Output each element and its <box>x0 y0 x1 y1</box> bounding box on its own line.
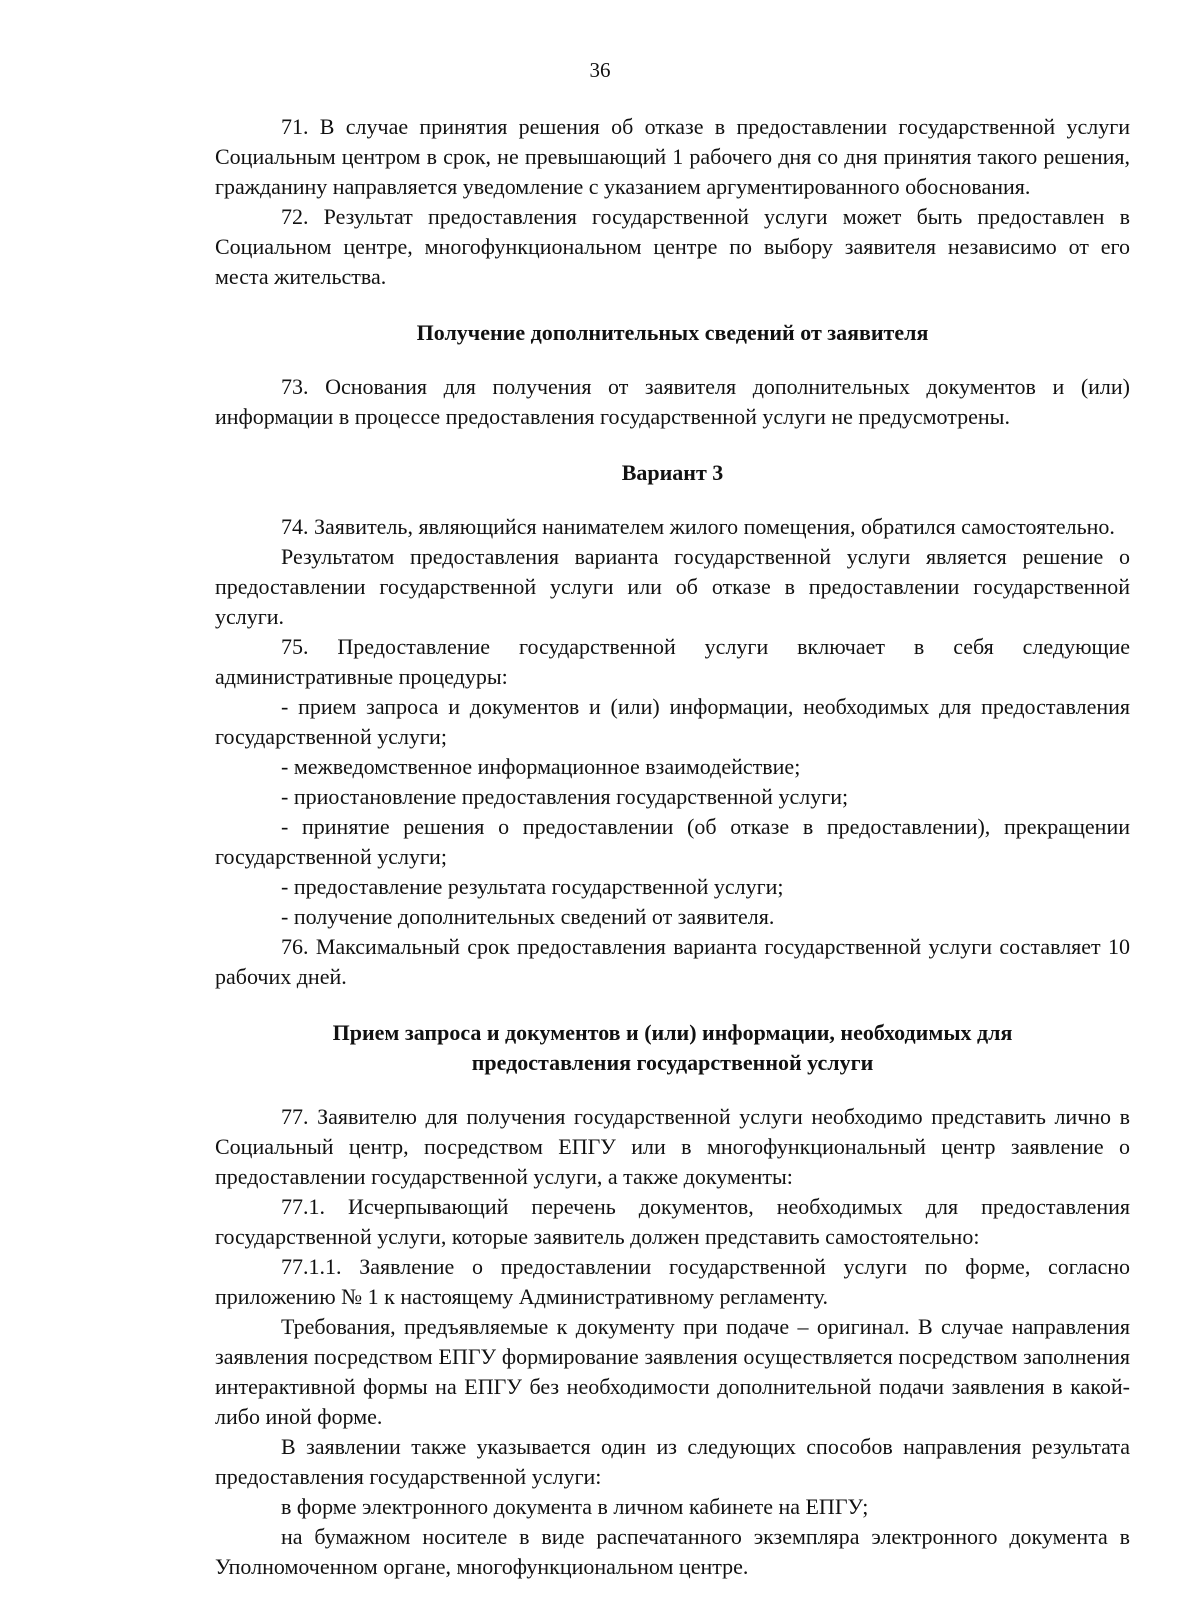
procedure-item: - прием запроса и документов и (или) информации, необходимых для предоставления государственной услуги; <box>215 694 1130 749</box>
paragraph-75: 75. Предоставление государственной услуги включает в себя следующие административные процедуры: <box>215 634 1130 689</box>
section-heading-variant-3: Вариант 3 <box>621 460 724 485</box>
paragraph-requirements: Требования, предъявляемые к документу при подаче – оригинал. В случае направления заявления посредством ЕПГУ формирование заявления осуществляется посредством заполнения интерактивной формы на ЕПГУ без необходимости дополнительной подачи заявления в какой-либо иной форме. <box>215 1314 1130 1429</box>
procedure-item: - принятие решения о предоставлении (об отказе в предоставлении), прекращении государственной услуги; <box>215 814 1130 869</box>
delivery-method-item: на бумажном носителе в виде распечатанного экземпляра электронного документа в Уполномоченном органе, многофункциональном центре. <box>215 1524 1130 1579</box>
paragraph-73: 73. Основания для получения от заявителя дополнительных документов и (или) информации в процессе предоставления государственной услуги не предусмотрены. <box>215 374 1130 429</box>
paragraph-71: 71. В случае принятия решения об отказе в предоставлении государственной услуги Социальным центром в срок, не превышающий 1 рабочего дня со дня принятия такого решения, гражданину направляется уведомление с указанием аргументированного обоснования. <box>215 114 1130 199</box>
paragraph-delivery-methods: В заявлении также указывается один из следующих способов направления результата предоставления государственной услуги: <box>215 1434 1130 1489</box>
paragraph-77: 77. Заявителю для получения государственной услуги необходимо представить лично в Социальный центр, посредством ЕПГУ или в многофункциональный центр заявление о предоставлении государственной услуги, а также документы: <box>215 1104 1130 1189</box>
page-number: 36 <box>589 58 611 82</box>
paragraph-76: 76. Максимальный срок предоставления варианта государственной услуги составляет 10 рабочих дней. <box>215 934 1130 989</box>
procedure-item: - приостановление предоставления государственной услуги; <box>281 784 849 809</box>
procedure-item: - получение дополнительных сведений от заявителя. <box>281 904 775 929</box>
paragraph-77-1-1: 77.1.1. Заявление о предоставлении государственной услуги по форме, согласно приложению № 1 к настоящему Административному регламенту. <box>215 1254 1130 1309</box>
paragraph-74-result: Результатом предоставления варианта государственной услуги является решение о предоставлении государственной услуги или об отказе в предоставлении государственной услуги. <box>215 544 1130 629</box>
section-heading-additional-info: Получение дополнительных сведений от заявителя <box>416 320 929 345</box>
procedure-item: - предоставление результата государственной услуги; <box>281 874 784 899</box>
paragraph-72: 72. Результат предоставления государственной услуги может быть предоставлен в Социальном центре, многофункциональном центре по выбору заявителя независимо от его места жительства. <box>215 204 1130 289</box>
delivery-method-item: в форме электронного документа в личном кабинете на ЕПГУ; <box>281 1494 869 1519</box>
procedure-item: - межведомственное информационное взаимодействие; <box>281 754 801 779</box>
document-body <box>215 112 1130 1582</box>
paragraph-74: 74. Заявитель, являющийся нанимателем жилого помещения, обратился самостоятельно. <box>281 514 1115 539</box>
section-heading-request-reception: Прием запроса и документов и (или) информации, необходимых для предоставления государственной услуги <box>332 1020 1013 1075</box>
paragraph-77-1: 77.1. Исчерпывающий перечень документов, необходимых для предоставления государственной услуги, которые заявитель должен представить самостоятельно: <box>215 1194 1130 1249</box>
